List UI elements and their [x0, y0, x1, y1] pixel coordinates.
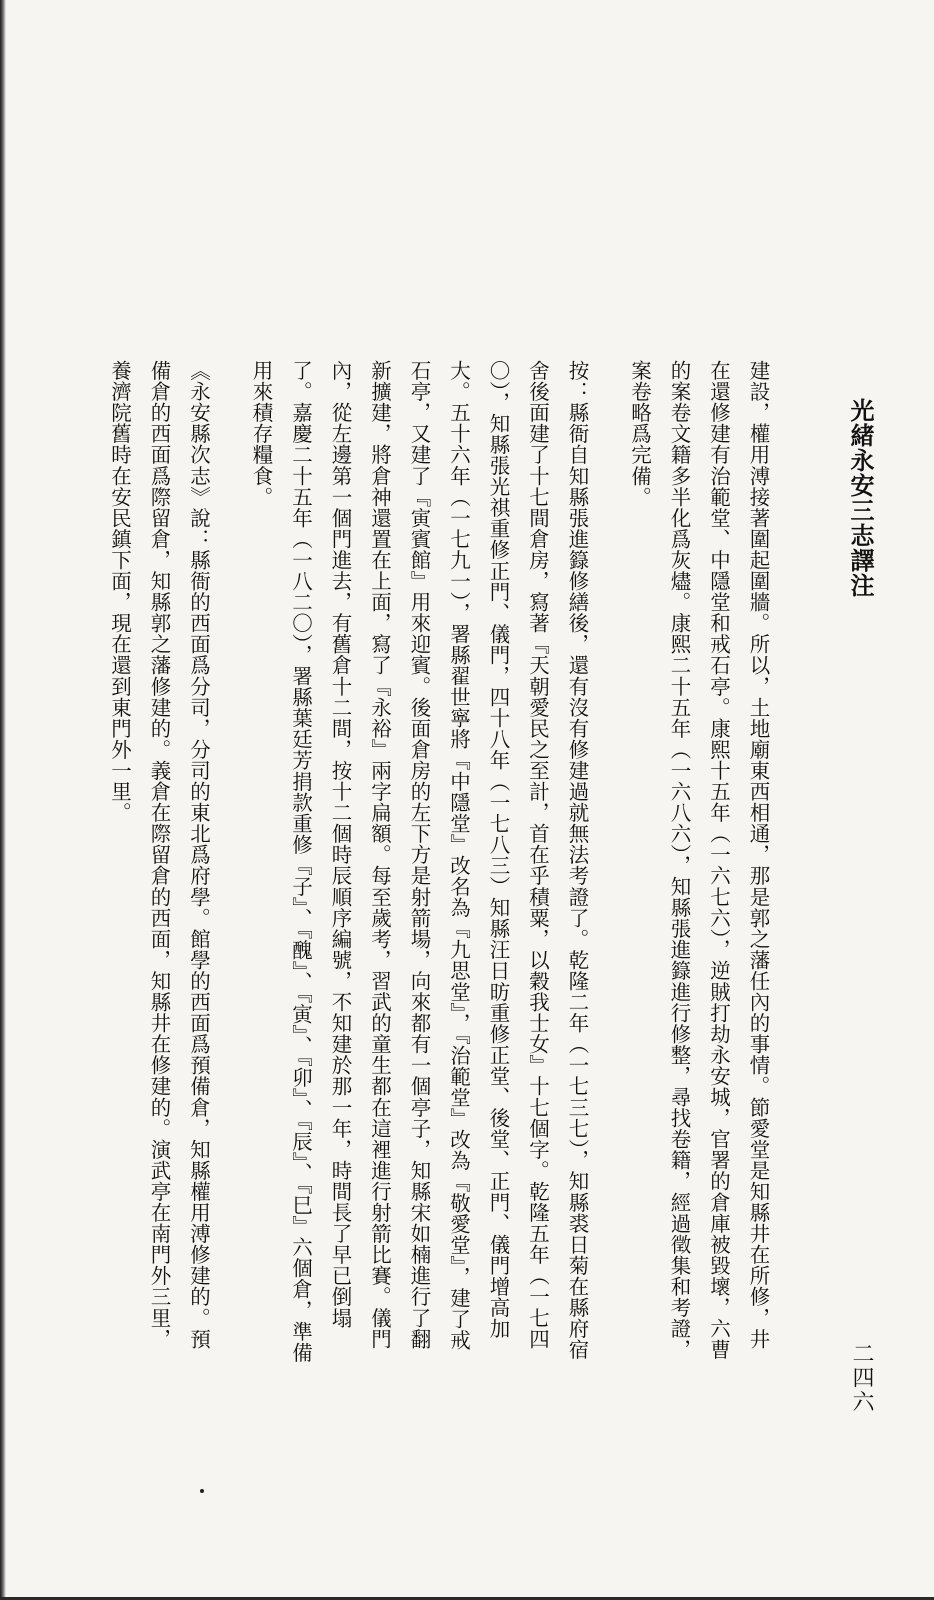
- binding-edge-shadow: [0, 0, 6, 1600]
- running-title: 光緒永安三志譯注: [846, 398, 875, 598]
- paragraph-quotation: 《永安縣次志》說：縣衙的西面爲分司，分司的東北爲府學。館學的西面爲預備倉，知縣權用溥修建的。預備倉的西面爲際留倉，知縣郭之藩修建的。義倉在際留倉的西面，知縣井在修建的。演武亭在南門外三里，養濟院舊時在安民鎮下面，現在還到東門外一里。: [107, 360, 211, 1350]
- page-number: 二四六: [849, 1342, 874, 1414]
- paragraph-continued: 建設，權用溥接著圍起圍牆。所以，土地廟東西相通，那是郭之藩任內的事情。節愛堂是知縣井在所修，井在還修建有治範堂、中隱堂和戒石亭。康熙十五年（一六七六），逆賊打劫永安城，官署的倉庫被毀壞，六曹的案卷文籍多半化爲灰燼。康熙二十五年（一六八六），知縣張進籙進行修整，尋找卷籍，經過徵集和考證，案卷略爲完備。: [627, 360, 770, 1361]
- paragraph-annotation: 按：縣衙自知縣張進籙修繕後，還有沒有修建過就無法考證了。乾隆二年（一七三七），知縣裘日菊在縣府宿舍後面建了十七間倉房，寫著『天朝愛民之至計，首在乎積粟，以穀我士女』十七個字。乾隆五年（一七四〇），知縣張光祺重修正門、儀門，四十八年（一七八三）知縣汪日昉重修正堂、後堂、正門、儀門增高加大。五十六年（一七九一），署縣翟世寧將『中隱堂』改名為『九思堂』，『治範堂』改為『敬愛堂』，建了戒石亭，又建了『寅賓館』用來迎賓。後面倉房的左下方是射箭場，向來都有一個亭子，知縣宋如楠進行了翻新擴建，將倉神還置在上面，寫了『永裕』兩字扁額。每至歲考，習武的童生都在這裡進行射箭比賽。儀門內，從左邊第一個門進去，有舊倉十二間，按十二個時辰順序編號，不知建於那一年，時間長了早已倒塌了。嘉慶二十五年（一八二〇），署縣葉廷芳捐款重修『子』、『醜』、『寅』、『卯』、『辰』、『巳』六個倉，準備用來積存糧食。: [249, 360, 589, 1363]
- scan-speck: [200, 1489, 204, 1493]
- body-text: [99, 360, 777, 1370]
